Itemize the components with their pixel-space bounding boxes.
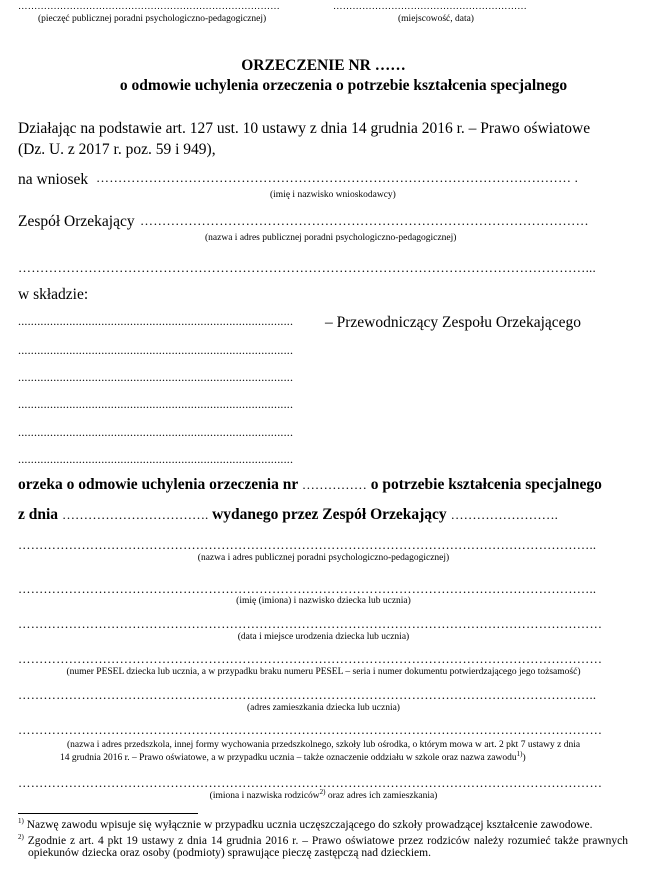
intro-line-1: Działając na podstawie art. 127 ust. 10 ustawy z dnia 14 grudnia 2016 r. – Prawo oświatowe bbox=[18, 120, 591, 137]
ruling-issuer-field[interactable]: ……………………. bbox=[450, 507, 558, 522]
member-field[interactable]: ...................................................................................... bbox=[18, 343, 294, 357]
ruling-date-field[interactable]: ……………………………. bbox=[61, 507, 209, 522]
ruling-text-a: orzeka o odmowie uchylenia orzeczenia nr bbox=[18, 476, 298, 493]
ruling-date-label: z dnia bbox=[18, 506, 59, 523]
document-title: ORZECZENIE NR …… bbox=[241, 57, 406, 74]
chair-label: – Przewodniczący Zespołu Orzekającego bbox=[325, 314, 582, 331]
place-date-caption: (miejscowość, data) bbox=[398, 14, 474, 24]
ruling-issuer-label: wydanego przez Zespół Orzekający bbox=[212, 506, 447, 523]
composition-label: w składzie: bbox=[18, 286, 89, 303]
birth-field[interactable]: ………………………………………………………………………………………………………………………… bbox=[18, 617, 603, 631]
child-name-caption: (imię (imiona) i nazwisko dziecka lub ucznia) bbox=[236, 596, 411, 606]
team-field-line-2[interactable]: …………………………………………………………………………………………………………………... bbox=[18, 260, 596, 275]
chair-field[interactable]: ...................................................................................... bbox=[18, 314, 294, 328]
address-field[interactable]: ……………………………………………………………………………………………………………………….. bbox=[18, 688, 597, 702]
ruling-number-field[interactable]: …………… bbox=[301, 477, 367, 492]
stamp-dots: ……………………………………………………………………… bbox=[18, 2, 280, 12]
place-date-dots: …………………………………………………… bbox=[333, 2, 527, 12]
team-caption: (nazwa i adres publicznej poradni psychologiczno-pedagogicznej) bbox=[205, 233, 457, 243]
birth-caption: (data i miejsce urodzenia dziecka lub ucznia) bbox=[237, 632, 410, 642]
member-field[interactable]: ...................................................................................... bbox=[18, 425, 294, 439]
ruling-text bbox=[18, 476, 602, 494]
ruling-text-b: o potrzebie kształcenia specjalnego bbox=[370, 476, 602, 493]
member-field[interactable]: ...................................................................................... bbox=[18, 397, 294, 411]
parents-caption: (imiona i nazwiska rodziców$^{2)}$ oraz adres ich zamieszkania) bbox=[209, 787, 438, 801]
ruling-date-text bbox=[18, 506, 558, 524]
member-field[interactable]: ...................................................................................... bbox=[18, 370, 294, 384]
footnote-2: $^{2)}$ Zgodnie z art. 4 pkt 19 ustawy z dnia 14 grudnia 2016 r. – Prawo oświatowe przez rodziców należy rozumieć także prawnych opiekunów dziecka oraz osoby (podmioty) sprawujące pieczę zastępczą nad dzieckiem. bbox=[18, 833, 628, 859]
pesel-field[interactable]: ………………………………………………………………………………………………………………………… bbox=[18, 652, 603, 666]
team-field[interactable]: ………………………………………………………………………………………… bbox=[140, 213, 589, 228]
clinic-field[interactable]: ……………………………………………………………………………………………………………………….. bbox=[18, 538, 597, 552]
footnote-divider bbox=[18, 813, 198, 814]
institution-caption-line-2: 14 grudnia 2016 r. – Prawo oświatowe, a w przypadku ucznia – także oznaczenie oddziału w szkole oraz nazwa zawodu$^{1)}$) bbox=[60, 749, 526, 763]
pesel-caption: (numer PESEL dziecka lub ucznia, a w przypadku braku numeru PESEL – seria i numer dokumentu potwierdzającego jego tożsamość) bbox=[66, 667, 581, 677]
child-name-field[interactable]: ……………………………………………………………………………………………………………………….. bbox=[18, 582, 597, 596]
applicant-label: na wniosek bbox=[18, 171, 89, 188]
clinic-caption: (nazwa i adres publicznej poradni psychologiczno-pedagogicznej) bbox=[197, 553, 450, 563]
parents-field[interactable]: ………………………………………………………………………………………………………………………… bbox=[18, 776, 603, 790]
document-subtitle: o odmowie uchylenia orzeczenia o potrzebie kształcenia specjalnego bbox=[119, 77, 568, 94]
applicant-field[interactable]: ……………………………………………………………………………………………… . bbox=[96, 170, 579, 185]
institution-field[interactable]: ………………………………………………………………………………………………………………………… bbox=[18, 723, 603, 737]
member-field[interactable]: ...................................................................................... bbox=[18, 452, 294, 466]
applicant-caption: (imię i nazwisko wnioskodawcy) bbox=[270, 190, 396, 200]
institution-caption-line-1: (nazwa i adres przedszkola, innej formy wychowania przedszkolnego, szkoły lub ośrodka, o którym mowa w art. 2 pkt 7 ustawy z dnia bbox=[66, 740, 581, 750]
footnote-1: $^{1)}$ Nazwę zawodu wpisuje się wyłącznie w przypadku ucznia uczęszczającego do szkoły prowadzącej kształcenie zawodowe. bbox=[18, 817, 593, 831]
team-label: Zespół Orzekający bbox=[18, 213, 135, 230]
address-caption: (adres zamieszkania dziecka lub ucznia) bbox=[247, 703, 400, 713]
stamp-caption: (pieczęć publicznej poradni psychologiczno-pedagogicznej) bbox=[38, 14, 267, 24]
intro-line-2: (Dz. U. z 2017 r. poz. 59 i 949), bbox=[18, 141, 216, 158]
